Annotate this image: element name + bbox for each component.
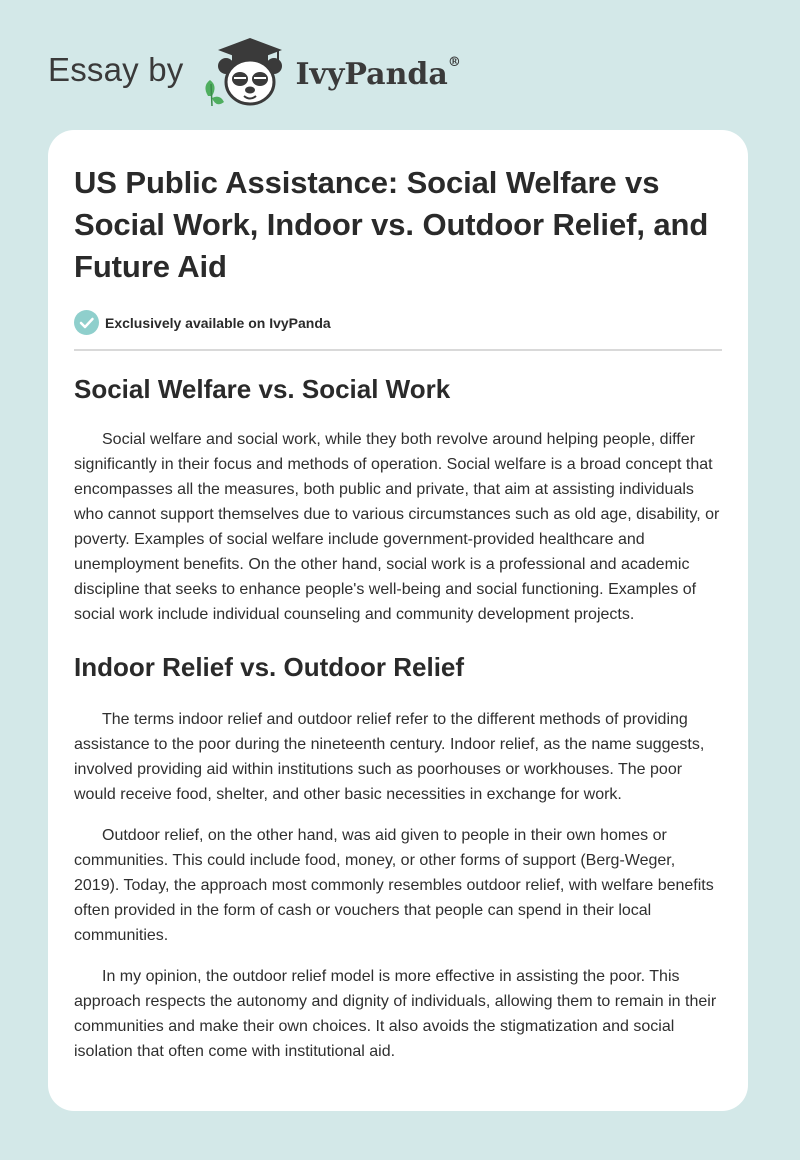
brand-name: IvyPanda® xyxy=(295,54,461,92)
exclusive-text: Exclusively available on IvyPanda xyxy=(105,314,331,331)
panda-logo-icon xyxy=(198,36,290,110)
section-heading: Indoor Relief vs. Outdoor Relief xyxy=(74,652,465,682)
essay-card xyxy=(48,130,748,1111)
brand-prefix: Essay by xyxy=(48,51,184,88)
check-circle-icon xyxy=(74,310,99,335)
paragraph: Outdoor relief, on the other hand, was aid given to people in their own homes or communities. This could include food, money, or other forms of support (Berg-Weger, 2019). Today, the approach most commonly resembles outdoor relief, with welfare benefits often provided in the form of cash or vouchers that people can spend in their local communities. xyxy=(74,827,714,944)
brand-header xyxy=(48,38,461,108)
divider xyxy=(74,349,722,351)
paragraph: In my opinion, the outdoor relief model is more effective in assisting the poor. This approach respects the autonomy and dignity of individuals, allowing them to remain in their communities and make their own choices. It also avoids the stigmatization and social isolation that often come with institutional aid. xyxy=(74,968,717,1060)
essay-title: US Public Assistance: Social Welfare vs Social Work, Indoor vs. Outdoor Relief, and Future Aid xyxy=(74,165,709,284)
section-heading: Social Welfare vs. Social Work xyxy=(74,374,451,404)
exclusive-badge xyxy=(74,310,722,335)
paragraph: The terms indoor relief and outdoor relief refer to the different methods of providing assistance to the poor during the nineteenth century. Indoor relief, as the name suggests, involved providing aid within institutions such as poorhouses or workhouses. The poor would receive food, shelter, and other basic necessities in exchange for work. xyxy=(74,711,705,803)
paragraph: Social welfare and social work, while they both revolve around helping people, differ significantly in their focus and methods of operation. Social welfare is a broad concept that encompasses all the measures, both public and private, that aim at assisting individuals who cannot support themselves due to various circumstances such as old age, disability, or poverty. Examples of social welfare include government-provided healthcare and unemployment benefits. On the other hand, social work is a professional and academic discipline that seeks to enhance people's well-being and social functioning. Examples of social work include individual counseling and community development projects. xyxy=(74,431,720,623)
